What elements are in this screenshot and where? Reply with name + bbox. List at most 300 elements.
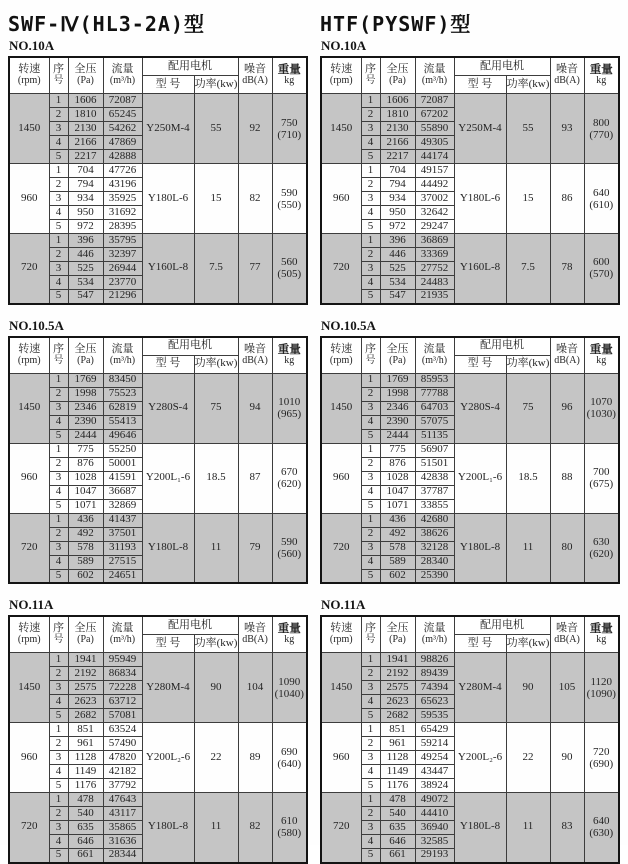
header-power-line1: 功率(kw) (506, 77, 550, 90)
weight-note: (1090) (586, 687, 616, 700)
seq-cell: 5 (361, 569, 380, 583)
power-cell: 55 (506, 94, 550, 164)
header-motor-group (454, 57, 550, 76)
pressure-cell: 534 (380, 276, 415, 290)
header-speed-line2: (rpm) (329, 634, 353, 646)
header-weight-zh: 重量 (277, 343, 301, 356)
power-cell: 90 (194, 653, 238, 723)
rpm-cell: 960 (9, 443, 49, 513)
flow-cell: 98826 (415, 653, 454, 667)
pressure-cell: 1047 (380, 485, 415, 499)
seq-cell: 5 (49, 429, 68, 443)
seq-cell: 2 (361, 457, 380, 471)
flow-cell: 26944 (103, 262, 142, 276)
weight-value: 640 (593, 815, 610, 828)
header-seq-line2: 号 (53, 354, 64, 366)
seq-cell: 1 (49, 653, 68, 667)
pressure-cell: 775 (380, 443, 415, 457)
header-noise-line2: dB(A) (242, 354, 268, 366)
header-pressure (68, 57, 103, 94)
motor-model-cell: Y180L-8 (454, 793, 506, 863)
seq-cell: 2 (49, 737, 68, 751)
column-right (320, 6, 621, 864)
header-model (142, 635, 194, 653)
flow-cell: 24651 (103, 569, 142, 583)
header-noise-line1: 噪音 (244, 63, 266, 76)
seq-cell: 2 (361, 807, 380, 821)
spec-table (320, 56, 620, 305)
data-row (9, 164, 307, 178)
weight-cell (584, 373, 619, 443)
seq-cell: 1 (49, 723, 68, 737)
noise-cell: 83 (550, 793, 584, 863)
seq-cell: 5 (361, 849, 380, 863)
weight-value: 1070 (590, 396, 613, 408)
flow-cell: 65623 (415, 695, 454, 709)
header-motor-group-line1: 配用电机 (480, 339, 524, 352)
seq-cell: 2 (361, 737, 380, 751)
header-row-1 (321, 57, 619, 76)
data-row (9, 513, 307, 527)
rpm-cell: 960 (9, 723, 49, 793)
weight-note: (630) (589, 827, 614, 840)
flow-cell: 42888 (103, 150, 142, 164)
flow-cell: 89439 (415, 667, 454, 681)
noise-cell: 88 (550, 443, 584, 513)
weight-cell (272, 164, 307, 234)
header-motor-group-line1: 配用电机 (168, 59, 212, 72)
pressure-cell: 704 (68, 164, 103, 178)
flow-cell: 72228 (103, 681, 142, 695)
seq-cell: 1 (361, 513, 380, 527)
seq-cell: 3 (361, 681, 380, 695)
header-noise (550, 337, 584, 374)
header-noise-line1: 噪音 (244, 342, 266, 355)
header-seq-line2: 号 (365, 75, 376, 87)
motor-model-cell: Y280M-4 (454, 653, 506, 723)
header-noise-line2: dB(A) (554, 354, 580, 366)
header-motor-group-line1: 配用电机 (480, 618, 524, 631)
flow-cell: 83450 (103, 373, 142, 387)
header-pressure-line1: 全压 (386, 63, 409, 76)
seq-cell: 3 (361, 471, 380, 485)
seq-cell: 5 (49, 709, 68, 723)
pressure-cell: 396 (380, 234, 415, 248)
spec-table (320, 336, 620, 585)
noise-cell: 82 (238, 793, 272, 863)
pressure-cell: 1028 (380, 471, 415, 485)
power-cell: 18.5 (506, 443, 550, 513)
weight-note: (620) (277, 478, 302, 490)
header-model-line1: 型 号 (467, 636, 493, 649)
seq-cell: 4 (49, 555, 68, 569)
header-noise-line1: 噪音 (556, 342, 578, 355)
pressure-cell: 635 (380, 821, 415, 835)
pressure-cell: 934 (68, 192, 103, 206)
header-weight (584, 616, 619, 653)
motor-model-cell: Y280S-4 (142, 373, 194, 443)
noise-cell: 92 (238, 94, 272, 164)
header-speed-line1: 转速 (330, 622, 353, 635)
flow-cell: 44410 (415, 807, 454, 821)
data-row (9, 653, 307, 667)
pressure-cell: 1028 (68, 471, 103, 485)
rpm-cell: 720 (9, 234, 49, 304)
motor-model-cell: Y200L₁-6 (142, 443, 194, 513)
header-speed (9, 337, 49, 374)
power-cell: 11 (194, 793, 238, 863)
weight-note: (620) (589, 547, 614, 560)
pressure-cell: 794 (380, 178, 415, 192)
header-row-1 (9, 616, 307, 635)
header-motor-group-line1: 配用电机 (168, 618, 212, 631)
pressure-cell: 1047 (68, 485, 103, 499)
header-speed (321, 616, 361, 653)
header-weight-unit: kg (596, 75, 607, 87)
rpm-cell: 960 (9, 164, 49, 234)
seq-cell: 1 (361, 793, 380, 807)
pressure-cell: 1606 (380, 94, 415, 108)
seq-cell: 1 (361, 94, 380, 108)
flow-cell: 29247 (415, 220, 454, 234)
header-weight-zh: 重量 (589, 343, 613, 356)
pressure-cell: 1941 (380, 653, 415, 667)
table-header (321, 57, 619, 94)
data-row (321, 234, 619, 248)
flow-cell: 37792 (103, 779, 142, 793)
motor-model-cell: Y200L₂-6 (142, 723, 194, 793)
pressure-cell: 2623 (68, 695, 103, 709)
seq-cell: 4 (361, 765, 380, 779)
weight-value: 720 (593, 745, 610, 758)
speed-group-960 (9, 164, 307, 234)
motor-model-cell: Y250M-4 (142, 94, 194, 164)
spec-table (8, 615, 308, 864)
power-cell: 75 (506, 373, 550, 443)
header-noise-line1: 噪音 (556, 63, 578, 76)
flow-cell: 57490 (103, 737, 142, 751)
weight-cell (272, 723, 307, 793)
header-model (454, 635, 506, 653)
weight-value: 670 (281, 466, 298, 478)
flow-cell: 42680 (415, 513, 454, 527)
power-cell: 7.5 (506, 234, 550, 304)
table-label: NO.11A (9, 597, 54, 612)
header-pressure-line2: (Pa) (77, 75, 94, 87)
weight-cell (272, 793, 307, 863)
weight-cell (272, 653, 307, 723)
header-speed-line2: (rpm) (329, 354, 353, 366)
seq-cell: 5 (361, 429, 380, 443)
flow-cell: 32869 (103, 499, 142, 513)
header-noise-line2: dB(A) (242, 75, 268, 87)
pressure-cell: 1769 (68, 373, 103, 387)
data-row (321, 723, 619, 737)
seq-cell: 5 (361, 779, 380, 793)
header-weight-unit: kg (284, 634, 295, 646)
seq-cell: 4 (49, 276, 68, 290)
seq-cell: 5 (49, 290, 68, 304)
seq-cell: 3 (49, 751, 68, 765)
weight-note: (770) (589, 128, 614, 141)
pressure-cell: 1128 (68, 751, 103, 765)
header-weight (584, 337, 619, 374)
header-noise-line1: 噪音 (556, 622, 578, 635)
header-weight (272, 616, 307, 653)
pressure-cell: 396 (68, 234, 103, 248)
pressure-cell: 1606 (68, 94, 103, 108)
header-model (454, 76, 506, 94)
weight-note: (640) (277, 757, 302, 770)
rpm-cell: 1450 (9, 94, 49, 164)
motor-model-cell: Y280S-4 (454, 373, 506, 443)
table-label: NO.10A (9, 38, 55, 53)
seq-cell: 1 (49, 443, 68, 457)
header-row-1 (9, 57, 307, 76)
header-flow-line1: 流量 (111, 622, 134, 635)
table-label: NO.10A (321, 38, 367, 53)
flow-cell: 25390 (415, 569, 454, 583)
pressure-cell: 2575 (68, 681, 103, 695)
rpm-cell: 1450 (321, 653, 361, 723)
seq-cell: 4 (361, 485, 380, 499)
header-power (506, 76, 550, 94)
header-weight-zh: 重量 (589, 64, 613, 77)
flow-cell: 42182 (103, 765, 142, 779)
seq-cell: 1 (49, 94, 68, 108)
header-pressure (380, 57, 415, 94)
pressure-cell: 534 (68, 276, 103, 290)
flow-cell: 47643 (103, 793, 142, 807)
header-pressure-line2: (Pa) (389, 75, 406, 87)
seq-cell: 4 (49, 415, 68, 429)
rpm-cell: 720 (9, 513, 49, 583)
motor-model-cell: Y180L-8 (142, 513, 194, 583)
header-power (194, 635, 238, 653)
header-flow-line1: 流量 (423, 622, 446, 635)
pressure-cell: 961 (68, 737, 103, 751)
noise-cell: 93 (550, 94, 584, 164)
seq-cell: 3 (49, 541, 68, 555)
header-pressure-line2: (Pa) (77, 634, 94, 646)
weight-value: 700 (593, 466, 610, 478)
seq-cell: 3 (49, 681, 68, 695)
flow-cell: 63712 (103, 695, 142, 709)
pressure-cell: 2192 (68, 667, 103, 681)
header-weight-unit: kg (596, 634, 607, 646)
header-seq-line1: 序 (365, 342, 376, 355)
rpm-cell: 720 (9, 793, 49, 863)
weight-note: (1030) (586, 408, 616, 420)
seq-cell: 1 (361, 373, 380, 387)
flow-cell: 49305 (415, 136, 454, 150)
power-cell: 18.5 (194, 443, 238, 513)
header-pressure-line1: 全压 (74, 342, 97, 355)
header-speed-line1: 转速 (18, 342, 41, 355)
seq-cell: 2 (361, 248, 380, 262)
weight-value: 800 (593, 116, 610, 129)
header-weight-zh: 重量 (277, 64, 301, 77)
pressure-cell: 1149 (68, 765, 103, 779)
weight-cell (272, 443, 307, 513)
header-row-1 (321, 616, 619, 635)
header-pressure (68, 616, 103, 653)
header-speed (321, 337, 361, 374)
header-weight-unit: kg (284, 75, 295, 87)
seq-cell: 4 (361, 695, 380, 709)
table-label: NO.10.5A (9, 317, 64, 333)
header-speed-line2: (rpm) (329, 75, 353, 87)
noise-cell: 77 (238, 234, 272, 304)
seq-cell: 2 (361, 387, 380, 401)
header-noise-line2: dB(A) (554, 75, 580, 87)
pressure-cell: 578 (68, 541, 103, 555)
pressure-cell: 876 (380, 457, 415, 471)
header-power-line1: 功率(kw) (194, 77, 238, 90)
flow-cell: 44492 (415, 178, 454, 192)
table-header (9, 616, 307, 653)
flow-cell: 41437 (103, 513, 142, 527)
flow-cell: 31193 (103, 541, 142, 555)
flow-cell: 47869 (103, 136, 142, 150)
header-pressure-line2: (Pa) (389, 354, 406, 366)
flow-cell: 21296 (103, 290, 142, 304)
header-pressure-line1: 全压 (386, 342, 409, 355)
weight-cell (584, 723, 619, 793)
motor-model-cell: Y250M-4 (454, 94, 506, 164)
motor-model-cell: Y280M-4 (142, 653, 194, 723)
noise-cell: 105 (550, 653, 584, 723)
power-cell: 15 (194, 164, 238, 234)
seq-cell: 2 (361, 108, 380, 122)
seq-cell: 4 (49, 206, 68, 220)
rpm-cell: 1450 (9, 373, 49, 443)
flow-cell: 32128 (415, 541, 454, 555)
flow-cell: 55890 (415, 122, 454, 136)
header-power (194, 76, 238, 94)
pressure-cell: 547 (380, 290, 415, 304)
header-seq (49, 616, 68, 653)
header-power (194, 355, 238, 373)
flow-cell: 95949 (103, 653, 142, 667)
power-cell: 11 (194, 513, 238, 583)
pressure-cell: 1071 (380, 499, 415, 513)
flow-cell: 72087 (415, 94, 454, 108)
weight-value: 640 (593, 186, 610, 199)
rpm-cell: 1450 (321, 94, 361, 164)
header-seq (361, 337, 380, 374)
pressure-cell: 1810 (68, 108, 103, 122)
flow-cell: 74394 (415, 681, 454, 695)
speed-group-1450 (9, 373, 307, 443)
pressure-cell: 646 (380, 835, 415, 849)
header-pressure-line2: (Pa) (77, 354, 94, 366)
weight-value: 590 (281, 186, 298, 199)
seq-cell: 3 (49, 821, 68, 835)
weight-value: 590 (281, 535, 298, 548)
seq-cell: 5 (49, 569, 68, 583)
flow-cell: 27752 (415, 262, 454, 276)
weight-note: (675) (589, 478, 614, 490)
seq-cell: 3 (361, 541, 380, 555)
flow-cell: 37501 (103, 527, 142, 541)
weight-note: (560) (277, 547, 302, 560)
pressure-cell: 2192 (380, 667, 415, 681)
table-label: NO.10.5A (321, 317, 376, 333)
pressure-cell: 934 (380, 192, 415, 206)
seq-cell: 1 (49, 164, 68, 178)
header-seq-line1: 序 (365, 63, 376, 76)
seq-cell: 2 (361, 667, 380, 681)
flow-cell: 43196 (103, 178, 142, 192)
header-speed-line2: (rpm) (17, 75, 41, 87)
flow-cell: 24483 (415, 276, 454, 290)
header-model-line1: 型 号 (155, 77, 181, 90)
header-model-line1: 型 号 (467, 357, 493, 370)
weight-note: (505) (277, 268, 302, 281)
pressure-cell: 1810 (380, 108, 415, 122)
weight-cell (272, 234, 307, 304)
header-noise (550, 616, 584, 653)
flow-cell: 31636 (103, 835, 142, 849)
flow-cell: 49072 (415, 793, 454, 807)
header-seq-line1: 序 (365, 622, 376, 635)
flow-cell: 43447 (415, 765, 454, 779)
header-motor-group-line1: 配用电机 (168, 339, 212, 352)
flow-cell: 23770 (103, 276, 142, 290)
pressure-cell: 1176 (68, 779, 103, 793)
rpm-cell: 1450 (321, 373, 361, 443)
pressure-cell: 851 (380, 723, 415, 737)
header-speed-line1: 转速 (330, 63, 353, 76)
pressure-cell: 446 (380, 248, 415, 262)
pressure-cell: 540 (380, 807, 415, 821)
motor-model-cell: Y160L-8 (454, 234, 506, 304)
flow-cell: 77788 (415, 387, 454, 401)
header-flow (103, 337, 142, 374)
header-pressure-line1: 全压 (74, 63, 97, 76)
pressure-cell: 2217 (68, 150, 103, 164)
noise-cell: 86 (550, 164, 584, 234)
header-speed-line2: (rpm) (17, 354, 41, 366)
header-seq (49, 57, 68, 94)
rpm-cell: 960 (321, 164, 361, 234)
power-cell: 11 (506, 513, 550, 583)
table-label: NO.11A (321, 597, 366, 612)
seq-cell: 2 (49, 457, 68, 471)
power-cell: 15 (506, 164, 550, 234)
speed-group-960 (321, 723, 619, 793)
flow-cell: 67202 (415, 108, 454, 122)
flow-cell: 50001 (103, 457, 142, 471)
pressure-cell: 950 (68, 206, 103, 220)
spec-table (8, 336, 308, 585)
weight-note: (965) (277, 408, 302, 420)
header-noise-line2: dB(A) (554, 634, 580, 646)
pressure-cell: 661 (68, 849, 103, 863)
rpm-cell: 720 (321, 234, 361, 304)
header-speed (9, 57, 49, 94)
flow-cell: 59535 (415, 709, 454, 723)
flow-cell: 72087 (103, 94, 142, 108)
flow-cell: 28395 (103, 220, 142, 234)
data-row (9, 723, 307, 737)
motor-model-cell: Y180L-6 (142, 164, 194, 234)
seq-cell: 4 (49, 136, 68, 150)
flow-cell: 56907 (415, 443, 454, 457)
weight-cell (272, 94, 307, 164)
pressure-cell: 2166 (68, 136, 103, 150)
